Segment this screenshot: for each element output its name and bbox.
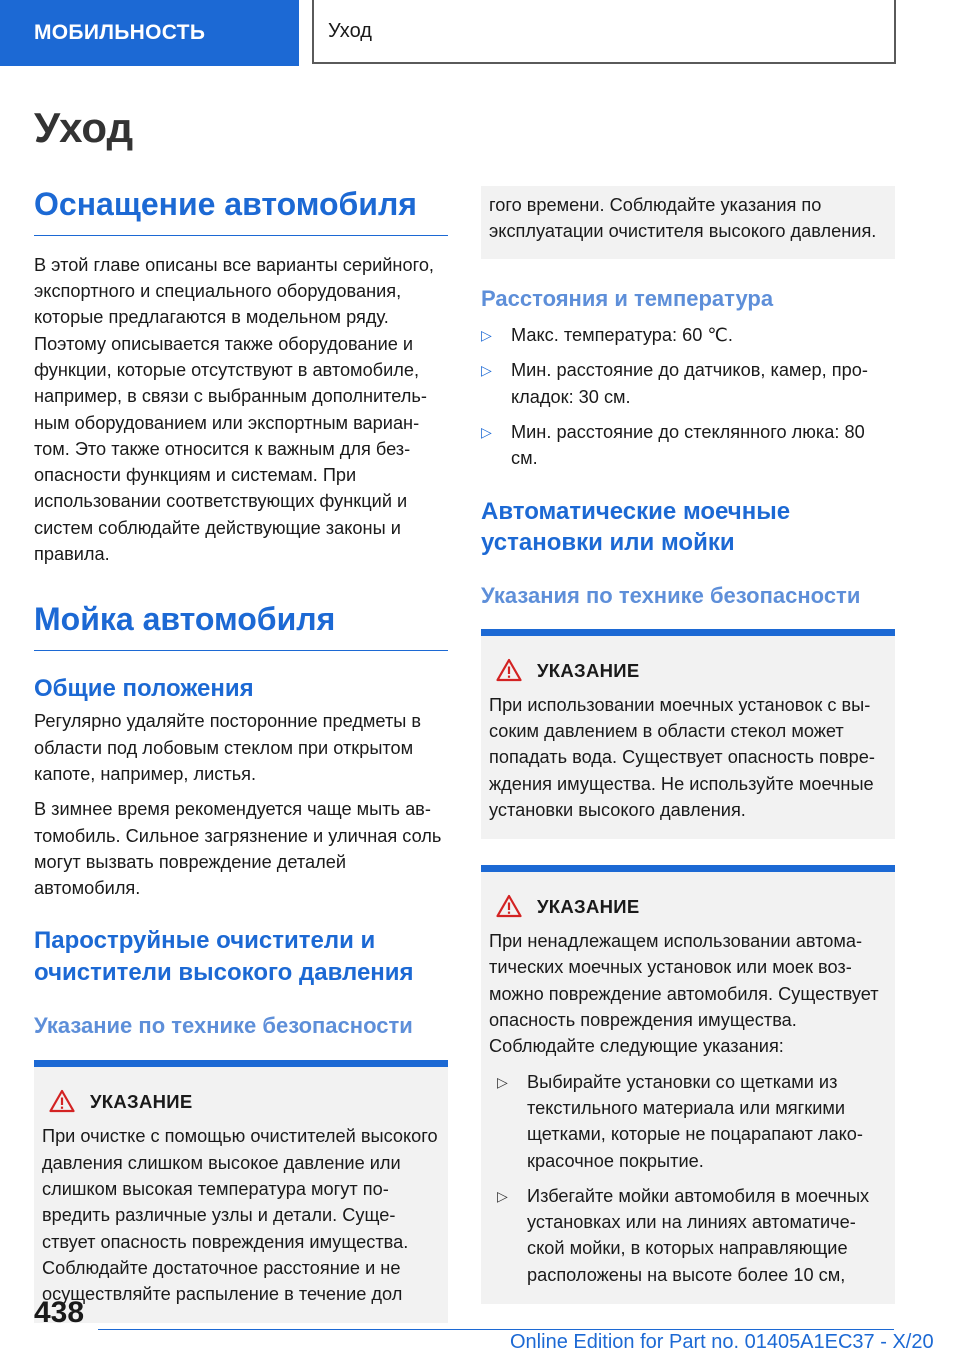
list-item: ▷ Макс. температура: 60 ℃. <box>481 322 895 348</box>
list-item: ▷ Избегайте мойки автомобиля в моечных установках или на линиях автоматической мойки, в которых направляющие расположены на высоте более 10 см, <box>497 1183 887 1288</box>
page-title: Уход <box>34 104 134 151</box>
footer-edition: Online Edition for Part no. 01405A1EC37 - X/20 <box>510 1331 934 1353</box>
general-text-2: В зимнее время рекомендуется чаще мыть автомобиль. Сильное загрязнение и уличная соль могут вызвать повреждение деталей автомобиля. <box>34 799 442 899</box>
section-tab: МОБИЛЬНОСТЬ <box>0 0 299 66</box>
general-text-1: Регулярно удаляйте посторонние предметы в области под лобовым стеклом при открытом капоте, например, листья. <box>34 711 422 784</box>
breadcrumb: Уход <box>312 0 896 64</box>
warning-text: При ненадлежащем использовании автоматических моечных установок или моек возможно повреждение автомобиля. Существует опасность повреждения имущества. Соблюдайте следующие указания: <box>489 931 879 1057</box>
triangle-right-icon: ▷ <box>497 1073 508 1090</box>
heading-car-wash: Мойка автомобиля <box>34 601 448 651</box>
list-item: ▷ Мин. расстояние до стеклянного люка: 80 см. <box>481 419 895 472</box>
list-item: ▷ Выбирайте установки со щетками из текстильного материала или мягкими щетками, которые не поцарапают лакокрасочное покрытие. <box>497 1069 887 1174</box>
heading-steam-cleaners: Пароструйные очистители и очистители высокого давления <box>34 927 414 986</box>
warning-label: УКАЗАНИЕ <box>537 896 640 918</box>
heading-equipment: Оснащение автомобиля <box>34 186 448 236</box>
page-number: 438 <box>34 1296 85 1329</box>
warning-text: При использовании моечных установок с высоким давлением в области стекол может попадать вода. Существует опасность повреждения имущества. Не используйте моечные установки высокого давления. <box>489 694 875 820</box>
footer-divider <box>98 1329 894 1330</box>
triangle-right-icon: ▷ <box>481 327 492 344</box>
warning-text: При очистке с помощью очистителей высокого давления слишком высокое давление или слишком высокая температура могут повредить различные узлы и детали. Существует опасность повреждения имущества. Соблюдайте достаточное расстояние и не осуществляйте распыление в течение дол <box>42 1126 438 1305</box>
warning-continued-text: гого времени. Соблюдайте указания по эксплуатации очистителя высокого давления. <box>489 195 877 242</box>
triangle-right-icon: ▷ <box>481 424 492 441</box>
heading-automatic-car-wash: Автоматические моечные установки или мойки <box>481 497 791 556</box>
warning-box <box>34 1060 448 1323</box>
warning-triangle-icon <box>489 658 529 684</box>
warning-label: УКАЗАНИЕ <box>537 659 640 681</box>
warning-triangle-icon <box>489 894 529 920</box>
warning-list <box>489 1069 887 1288</box>
equipment-text: В этой главе описаны все варианты серийного, экспортного и специального оборудования, которые предлагаются в модельном ряду. Поэтому описывается также оборудование и функции, которые отсутствуют в автомобиле, например, в связи с выбранным дополнительным оборудованием или экспортным вариантом. Это также относится к важным для безопасности функциям и системам. При использовании соответствующих функций и систем соблюдайте действующие законы и правила. <box>34 254 434 565</box>
triangle-right-icon: ▷ <box>481 362 492 379</box>
triangle-right-icon: ▷ <box>497 1187 508 1204</box>
warning-box-1 <box>481 629 895 839</box>
heading-general: Общие положения <box>34 675 254 703</box>
heading-safety-note: Указание по технике безопасности <box>34 1012 413 1038</box>
heading-distance-temperature: Расстояния и температура <box>481 285 774 311</box>
warning-triangle-icon <box>42 1089 82 1115</box>
list-item: ▷ Мин. расстояние до датчиков, камер, прокладок: 30 см. <box>481 357 895 410</box>
right-column <box>481 186 895 1304</box>
warning-box-2 <box>481 865 895 1304</box>
heading-safety-notes: Указания по технике безопасности <box>481 583 861 609</box>
warning-label: УКАЗАНИЕ <box>90 1091 193 1113</box>
distance-list <box>481 322 895 471</box>
left-column <box>34 186 448 1323</box>
warning-box-continued <box>481 186 895 259</box>
